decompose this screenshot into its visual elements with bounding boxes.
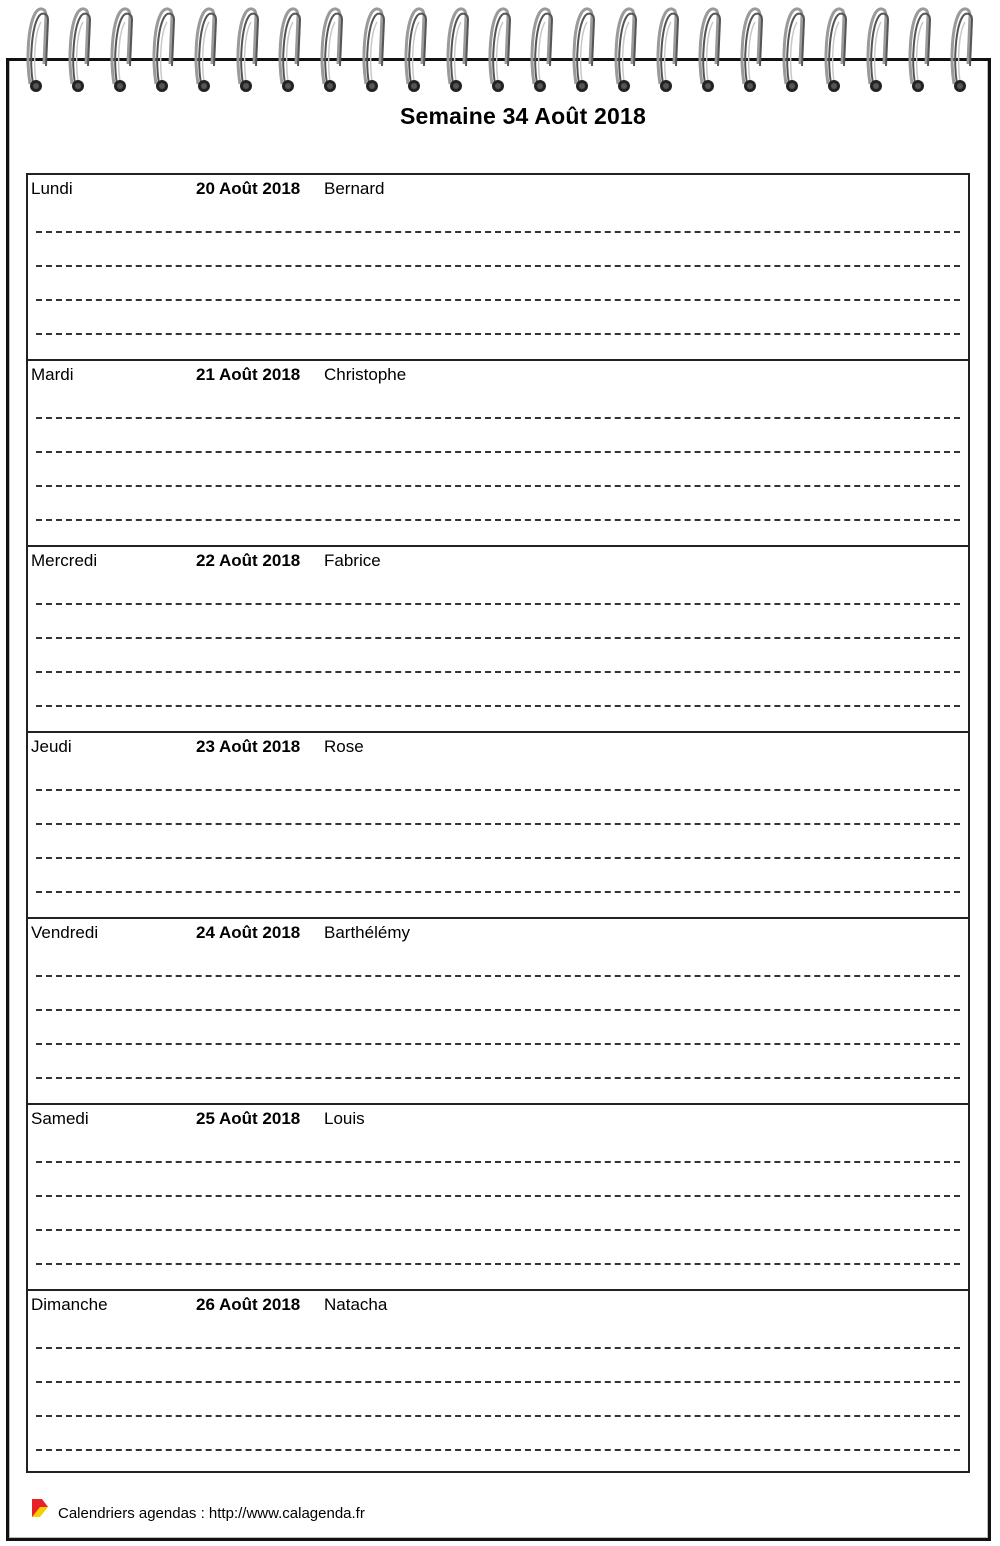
spiral-ring-icon [948, 4, 976, 94]
spiral-ring-icon [150, 4, 178, 94]
day-name: Jeudi [31, 737, 72, 756]
writing-line[interactable] [36, 1449, 960, 1451]
footer [30, 1495, 365, 1521]
day-date: 21 Août 2018 [196, 365, 301, 384]
spiral-ring-icon [528, 4, 556, 94]
day-saint: Natacha [324, 1295, 388, 1314]
spiral-ring-icon [402, 4, 430, 94]
spiral-ring-icon [864, 4, 892, 94]
day-name: Vendredi [31, 923, 99, 942]
spiral-ring-icon [192, 4, 220, 94]
writing-line[interactable] [36, 1161, 960, 1163]
week-agenda [26, 173, 970, 1473]
spiral-ring-icon [108, 4, 136, 94]
writing-line[interactable] [36, 231, 960, 233]
writing-line[interactable] [36, 671, 960, 673]
day-row-wednesday [28, 547, 968, 733]
day-saint: Bernard [324, 179, 385, 198]
day-row-friday [28, 919, 968, 1105]
writing-line[interactable] [36, 789, 960, 791]
spiral-ring-icon [570, 4, 598, 94]
writing-line[interactable] [36, 603, 960, 605]
day-row-tuesday [28, 361, 968, 547]
day-name: Samedi [31, 1109, 89, 1128]
footer-link[interactable]: Calendriers agendas : http://www.calagenda.fr [58, 1504, 365, 1522]
writing-line[interactable] [36, 1381, 960, 1383]
spiral-ring-icon [738, 4, 766, 94]
day-name: Dimanche [31, 1295, 108, 1314]
writing-line[interactable] [36, 485, 960, 487]
writing-line[interactable] [36, 1077, 960, 1079]
day-date: 24 Août 2018 [196, 923, 301, 942]
writing-line[interactable] [36, 1347, 960, 1349]
writing-line[interactable] [36, 637, 960, 639]
writing-line[interactable] [36, 1195, 960, 1197]
day-name: Mercredi [31, 551, 98, 570]
day-name: Lundi [31, 179, 73, 198]
writing-line[interactable] [36, 333, 960, 335]
spiral-ring-icon [318, 4, 346, 94]
spiral-ring-icon [360, 4, 388, 94]
spiral-ring-icon [696, 4, 724, 94]
writing-line[interactable] [36, 857, 960, 859]
spiral-ring-icon [24, 4, 52, 94]
spiral-ring-icon [654, 4, 682, 94]
writing-line[interactable] [36, 1009, 960, 1011]
day-row-saturday [28, 1105, 968, 1291]
writing-line[interactable] [36, 1263, 960, 1265]
spiral-ring-icon [612, 4, 640, 94]
writing-line[interactable] [36, 265, 960, 267]
day-row-thursday [28, 733, 968, 919]
writing-line[interactable] [36, 891, 960, 893]
writing-line[interactable] [36, 299, 960, 301]
spiral-ring-icon [444, 4, 472, 94]
spiral-ring-icon [276, 4, 304, 94]
day-saint: Barthélémy [324, 923, 410, 942]
writing-line[interactable] [36, 823, 960, 825]
day-date: 22 Août 2018 [196, 551, 301, 570]
day-date: 25 Août 2018 [196, 1109, 301, 1128]
writing-line[interactable] [36, 975, 960, 977]
day-date: 26 Août 2018 [196, 1295, 301, 1314]
writing-line[interactable] [36, 1229, 960, 1231]
spiral-ring-icon [906, 4, 934, 94]
writing-line[interactable] [36, 1043, 960, 1045]
day-date: 23 Août 2018 [196, 737, 301, 756]
day-saint: Louis [324, 1109, 365, 1128]
spiral-ring-icon [780, 4, 808, 94]
day-saint: Rose [324, 737, 364, 756]
day-date: 20 Août 2018 [196, 179, 301, 198]
spiral-ring-icon [822, 4, 850, 94]
spiral-ring-icon [486, 4, 514, 94]
spiral-ring-icon [234, 4, 262, 94]
day-name: Mardi [31, 365, 74, 384]
day-row-monday [28, 175, 968, 361]
spiral-ring-icon [66, 4, 94, 94]
writing-line[interactable] [36, 417, 960, 419]
writing-line[interactable] [36, 1415, 960, 1417]
page-title: Semaine 34 Août 2018 [399, 103, 647, 129]
writing-line[interactable] [36, 451, 960, 453]
writing-line[interactable] [36, 705, 960, 707]
spiral-binding [0, 0, 1000, 100]
calagenda-logo-icon [30, 1497, 50, 1519]
day-saint: Christophe [324, 365, 407, 384]
day-saint: Fabrice [324, 551, 381, 570]
writing-line[interactable] [36, 519, 960, 521]
day-row-sunday [28, 1291, 968, 1475]
